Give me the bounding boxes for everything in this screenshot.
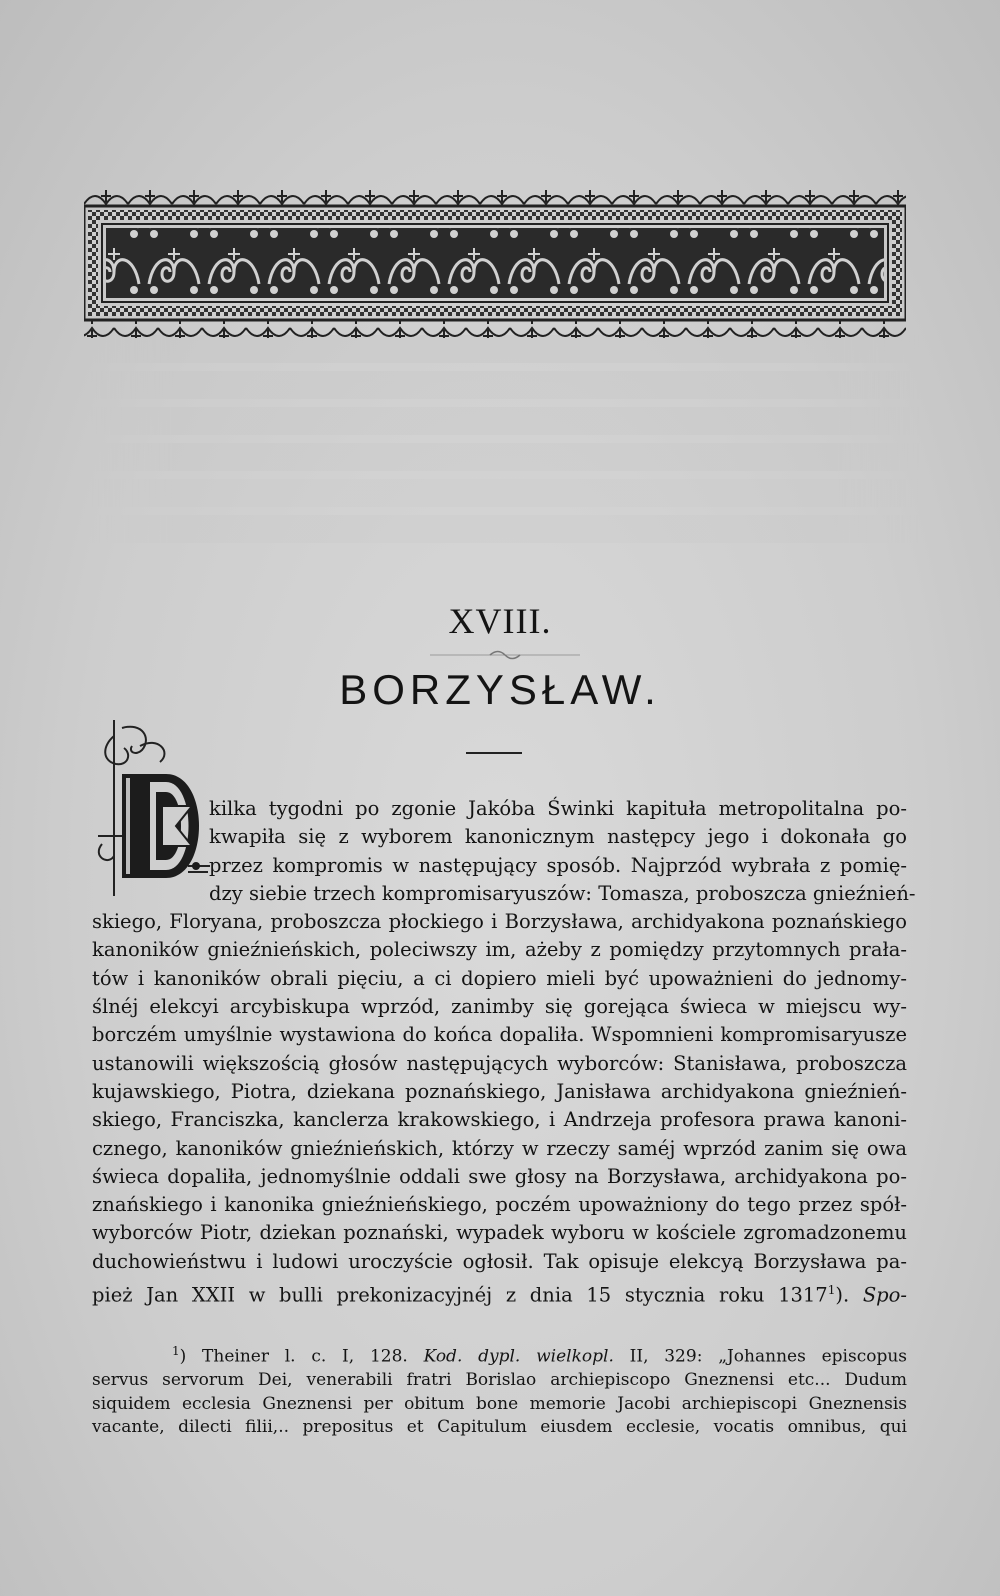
decorative-header-banner bbox=[84, 188, 906, 338]
footnote-line: servus servorum Dei, venerabili fratri Borislao archiepiscopo Gneznensi etc... Dudum bbox=[92, 1370, 907, 1391]
body-line: kilka tygodni po zgonie Jakóba Świnki kapituła metropolitalna po- bbox=[209, 797, 907, 820]
footnote-text-b: II, 329: „Johannes episcopus bbox=[613, 1346, 908, 1367]
footnote-text-a: ) Theiner l. c. I, 128. bbox=[179, 1346, 424, 1367]
body-line: borczém umyślnie wystawiona do końca dopaliła. Wspomnieni kompromisaryusze bbox=[92, 1023, 907, 1047]
body-last-line bbox=[92, 1276, 907, 1310]
body-last-text: pież Jan XXII w bulli prekonizacyjnéj z dnia 15 stycznia roku 1317 bbox=[92, 1283, 828, 1307]
body-italic-continuation: Spo- bbox=[862, 1283, 907, 1307]
footnote-mark: 1 bbox=[172, 1344, 180, 1358]
body-line: ustanowili większością głosów następujących wyborców: Stanisława, proboszcza bbox=[92, 1051, 907, 1075]
body-line: tów i kanoników obrali pięciu, a ci dopiero mieli być upoważnieni do jednomy- bbox=[92, 966, 907, 990]
footnote-line: vacante, dilecti filii,.. prepositus et Capitulum eiusdem ecclesie, vocatis omnibus, qui bbox=[92, 1417, 907, 1438]
chapter-number: XVIII. bbox=[448, 601, 552, 641]
body-line: duchowieństwu i ludowi uroczyście ogłosił. Tak opisuje elekcyą Borzysława pa- bbox=[92, 1249, 907, 1273]
body-line: kujawskiego, Piotra, dziekana poznańskiego, Janisława archidyakona gnieźnień- bbox=[92, 1079, 907, 1103]
chapter-title: BORZYSŁAW. bbox=[339, 666, 661, 713]
body-line: skiego, Franciszka, kanclerza krakowskiego, i Andrzeja profesora prawa kanoni- bbox=[92, 1108, 907, 1132]
chapter-body-text bbox=[92, 795, 916, 1310]
body-line: przez kompromis w następujący sposób. Najprzód wybrała z pomię- bbox=[209, 853, 907, 877]
banner-ornament-icon bbox=[84, 188, 906, 338]
body-line: wyborców Piotr, dziekan poznański, wypadek wyboru w kościele zgromadzonemu bbox=[92, 1221, 907, 1245]
footnote-line bbox=[92, 1340, 907, 1369]
bleed-through-text bbox=[90, 335, 920, 551]
title-ornament-icon bbox=[430, 648, 580, 662]
body-line: dzy siebie trzech kompromisaryuszów: Tomasza, proboszcza gnieźnień- bbox=[209, 881, 916, 905]
body-line: skiego, Floryana, proboszcza płockiego i Borzysława, archidyakona poznańskiego bbox=[92, 910, 907, 934]
body-line: znańskiego i kanonika gnieźnieńskiego, poczém upoważniony do tego przez spół- bbox=[92, 1193, 907, 1217]
body-line: kwapiła się z wyborem kanonicznym następcy jego i dokonała go bbox=[209, 825, 907, 849]
footnote-reference[interactable]: 1 bbox=[827, 1283, 836, 1298]
footnote-italic-source: Kod. dypl. wielkopl. bbox=[423, 1346, 614, 1367]
title-rule bbox=[466, 752, 522, 754]
body-line: świeca dopaliła, jednomyślnie oddali swe głosy na Borzysława, archidyakona po- bbox=[92, 1164, 907, 1188]
footnote bbox=[92, 1340, 907, 1440]
body-line: cznego, kanoników gnieźnieńskich, którzy w rzeczy saméj wprzód zanim się owa bbox=[92, 1136, 907, 1160]
body-last-tail: ). bbox=[835, 1283, 850, 1307]
body-line: ślnéj elekcyi arcybiskupa wprzód, zanimby się gorejąca świeca w miejscu wy- bbox=[92, 995, 907, 1019]
footnote-line: siquidem ecclesia Gneznensi per obitum bone memorie Jacobi archiepiscopi Gneznensis bbox=[92, 1393, 907, 1414]
body-line: kanoników gnieźnieńskich, poleciwszy im, ażeby z pomiędzy przytomnych prała- bbox=[92, 938, 907, 962]
